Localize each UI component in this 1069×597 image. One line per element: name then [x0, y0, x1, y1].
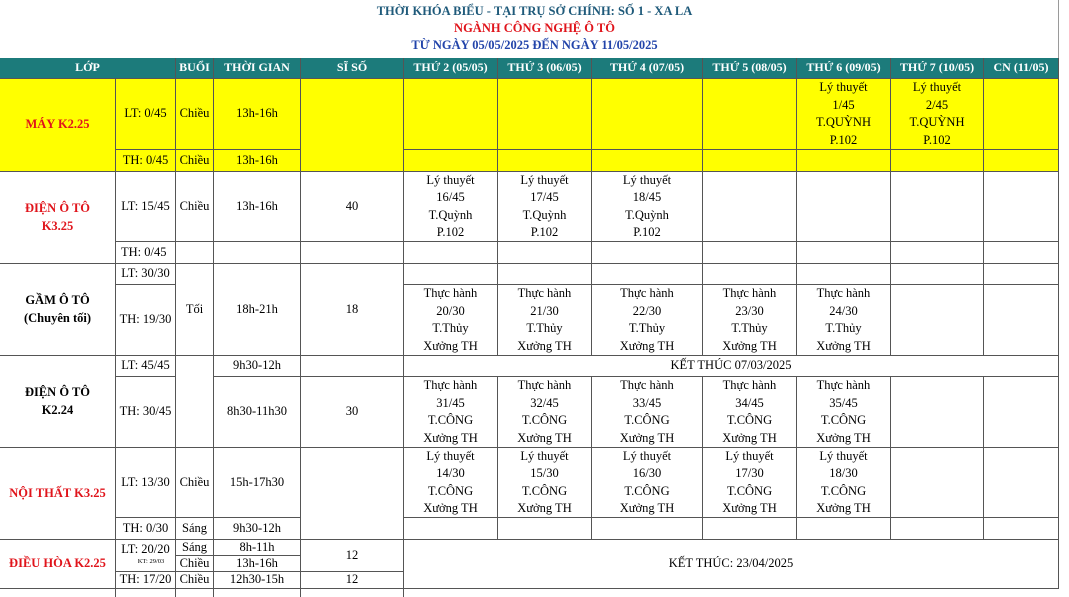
th-progress: TH: 19/30	[116, 285, 176, 356]
students-cell	[301, 242, 404, 264]
lt-progress: LT: 45/45	[116, 356, 176, 377]
session-cell: Chiều	[176, 79, 214, 150]
schedule-cell	[984, 79, 1059, 150]
schedule-cell	[498, 150, 592, 172]
lt-progress: LT: 30/30	[116, 264, 176, 285]
class-name-gam: GẦM Ô TÔ (Chuyên tối)	[0, 264, 116, 356]
schedule-cell-mon: Thực hành 20/30 T.Thủy Xưởng TH	[404, 285, 498, 356]
class-name-may: MÁY K2.25	[0, 79, 116, 172]
schedule-cell	[404, 242, 498, 264]
students-cell: 12	[301, 540, 404, 572]
schedule-cell	[592, 242, 703, 264]
schedule-cell	[703, 264, 797, 285]
th-progress: TH: 0/45	[116, 242, 176, 264]
class-name-dien-k224: ĐIỆN Ô TÔ K2.24	[0, 356, 116, 448]
schedule-cell-thu: Lý thuyết 17/30 T.CÔNG Xưởng TH	[703, 448, 797, 518]
class-name-dien-k325: ĐIỆN Ô TÔ K3.25	[0, 172, 116, 264]
schedule-cell-sat: Lý thuyết 2/45 T.QUỲNH P.102	[891, 79, 984, 150]
session-cell: Chiều	[176, 172, 214, 242]
time-cell: 13h-16h	[214, 79, 301, 150]
schedule-cell-wed: Lý thuyết 16/30 T.CÔNG Xưởng TH	[592, 448, 703, 518]
empty-cell	[176, 589, 214, 597]
th-progress: TH: 0/45	[116, 150, 176, 172]
students-cell	[301, 79, 404, 172]
schedule-cell	[891, 242, 984, 264]
empty-cell	[214, 589, 301, 597]
schedule-cell-tue: Thực hành 32/45 T.CÔNG Xưởng TH	[498, 377, 592, 448]
schedule-cell	[592, 264, 703, 285]
schedule-cell-fri: Lý thuyết 18/30 T.CÔNG Xưởng TH	[797, 448, 891, 518]
header-time: THỜI GIAN	[214, 58, 301, 79]
schedule-cell	[891, 150, 984, 172]
header-students: SĨ SỐ	[301, 58, 404, 79]
schedule-cell-wed: Thực hành 22/30 T.Thủy Xưởng TH	[592, 285, 703, 356]
schedule-cell	[404, 150, 498, 172]
session-cell: Chiều	[176, 572, 214, 589]
time-cell: 8h30-11h30	[214, 377, 301, 448]
session-cell: Chiều	[176, 556, 214, 572]
schedule-cell	[984, 377, 1059, 448]
empty-cell	[0, 589, 116, 597]
schedule-cell	[891, 377, 984, 448]
lt-end-date: KT: 29/03	[137, 558, 165, 565]
time-cell: 18h-21h	[214, 264, 301, 356]
empty-cell	[116, 589, 176, 597]
session-cell: Sáng	[176, 540, 214, 556]
students-cell: 18	[301, 264, 404, 356]
schedule-cell-thu: Thực hành 23/30 T.Thủy Xưởng TH	[703, 285, 797, 356]
lt-progress: LT: 20/20	[116, 540, 176, 572]
schedule-cell	[703, 150, 797, 172]
students-cell: 12	[301, 572, 404, 589]
lt-progress: LT: 0/45	[116, 79, 176, 150]
session-cell: Chiều	[176, 150, 214, 172]
schedule-cell-wed: Lý thuyết 18/45 T.Quỳnh P.102	[592, 172, 703, 242]
time-cell: 9h30-12h	[214, 356, 301, 377]
column-divider	[1058, 0, 1059, 58]
schedule-cell	[404, 518, 498, 540]
schedule-cell-tue: Lý thuyết 17/45 T.Quỳnh P.102	[498, 172, 592, 242]
schedule-cell	[592, 150, 703, 172]
time-cell: 13h-16h	[214, 172, 301, 242]
schedule-cell	[703, 79, 797, 150]
schedule-cell	[984, 242, 1059, 264]
schedule-cell-tue: Lý thuyết 15/30 T.CÔNG Xưởng TH	[498, 448, 592, 518]
schedule-title: THỜI KHÓA BIỂU - TẠI TRỤ SỞ CHÍNH: SỐ 1 - XA LA	[376, 4, 693, 18]
header-day-tue: THỨ 3 (06/05)	[498, 58, 592, 79]
time-cell	[214, 242, 301, 264]
session-cell	[176, 242, 214, 264]
schedule-cell	[984, 264, 1059, 285]
schedule-cell	[703, 242, 797, 264]
time-cell: 12h30-15h	[214, 572, 301, 589]
schedule-cell	[891, 518, 984, 540]
schedule-cell	[797, 172, 891, 242]
session-cell	[176, 356, 214, 448]
ended-note: KẾT THÚC 07/03/2025	[404, 356, 1059, 377]
schedule-cell-mon: Thực hành 31/45 T.CÔNG Xưởng TH	[404, 377, 498, 448]
students-cell: 30	[301, 377, 404, 448]
schedule-cell	[797, 264, 891, 285]
th-progress: TH: 0/30	[116, 518, 176, 540]
schedule-cell	[891, 448, 984, 518]
schedule-cell	[984, 285, 1059, 356]
department-title: NGÀNH CÔNG NGHỆ Ô TÔ	[454, 21, 615, 35]
time-cell: 15h-17h30	[214, 448, 301, 518]
students-cell: 40	[301, 172, 404, 242]
schedule-cell-thu: Thực hành 34/45 T.CÔNG Xưởng TH	[703, 377, 797, 448]
schedule-cell	[498, 518, 592, 540]
time-cell: 9h30-12h	[214, 518, 301, 540]
schedule-cell	[498, 264, 592, 285]
schedule-cell	[984, 448, 1059, 518]
schedule-cell	[984, 172, 1059, 242]
header-day-thu: THỨ 5 (08/05)	[703, 58, 797, 79]
schedule-cell	[498, 242, 592, 264]
date-range-title: TỪ NGÀY 05/05/2025 ĐẾN NGÀY 11/05/2025	[411, 38, 658, 52]
schedule-cell	[592, 79, 703, 150]
schedule-cell	[797, 150, 891, 172]
ended-note: KẾT THÚC: 23/04/2025	[404, 540, 1059, 589]
th-progress: TH: 30/45	[116, 377, 176, 448]
schedule-cell	[984, 518, 1059, 540]
students-cell	[301, 356, 404, 377]
schedule-cell	[703, 172, 797, 242]
schedule-cell	[797, 242, 891, 264]
class-name-dieu-hoa: ĐIỀU HÒA K2.25	[0, 540, 116, 589]
schedule-cell-wed: Thực hành 33/45 T.CÔNG Xưởng TH	[592, 377, 703, 448]
lt-progress: LT: 13/30	[116, 448, 176, 518]
schedule-cell	[891, 172, 984, 242]
header-class: LỚP	[0, 58, 176, 79]
header-session: BUỔI	[176, 58, 214, 79]
schedule-cell	[891, 264, 984, 285]
empty-cell	[301, 589, 404, 597]
session-cell: Chiều	[176, 448, 214, 518]
class-name-noi-that: NỘI THẤT K3.25	[0, 448, 116, 540]
header-day-sat: THỨ 7 (10/05)	[891, 58, 984, 79]
schedule-cell-tue: Thực hành 21/30 T.Thủy Xưởng TH	[498, 285, 592, 356]
header-day-sun: CN (11/05)	[984, 58, 1059, 79]
schedule-cell-mon: Lý thuyết 16/45 T.Quỳnh P.102	[404, 172, 498, 242]
th-progress: TH: 17/20	[116, 572, 176, 589]
schedule-cell	[797, 518, 891, 540]
time-cell: 13h-16h	[214, 150, 301, 172]
schedule-cell-fri: Thực hành 35/45 T.CÔNG Xưởng TH	[797, 377, 891, 448]
header-day-fri: THỨ 6 (09/05)	[797, 58, 891, 79]
students-cell	[301, 448, 404, 540]
schedule-cell	[703, 518, 797, 540]
schedule-cell	[984, 150, 1059, 172]
schedule-cell-fri: Lý thuyết 1/45 T.QUỲNH P.102	[797, 79, 891, 150]
schedule-cell	[891, 285, 984, 356]
schedule-cell	[498, 79, 592, 150]
schedule-cell	[592, 518, 703, 540]
time-cell: 13h-16h	[214, 556, 301, 572]
schedule-cell-fri: Thực hành 24/30 T.Thủy Xưởng TH	[797, 285, 891, 356]
schedule-cell	[404, 79, 498, 150]
time-cell: 8h-11h	[214, 540, 301, 556]
lt-progress: LT: 15/45	[116, 172, 176, 242]
schedule-cell	[404, 264, 498, 285]
schedule-cell-mon: Lý thuyết 14/30 T.CÔNG Xưởng TH	[404, 448, 498, 518]
session-cell: Sáng	[176, 518, 214, 540]
header-day-wed: THỨ 4 (07/05)	[592, 58, 703, 79]
header-day-mon: THỨ 2 (05/05)	[404, 58, 498, 79]
session-cell: Tối	[176, 264, 214, 356]
